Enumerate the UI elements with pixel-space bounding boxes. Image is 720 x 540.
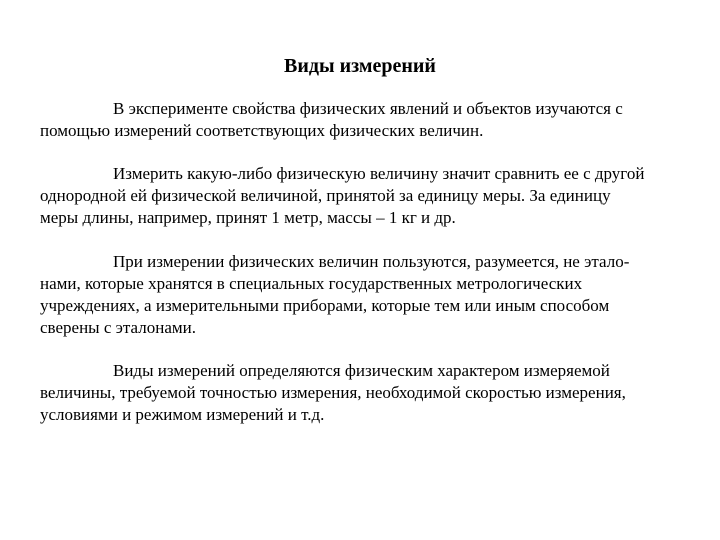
paragraph-line: величины, требуемой точностью измерения, необходимой скоростью измерения, [40,383,626,402]
paragraph-line: Измерить какую-либо физическую величину значит сравнить ее с другой [113,164,645,183]
paragraph-line: меры длины, например, принят 1 метр, массы – 1 кг и др. [40,208,456,227]
document-title: Виды измерений [284,55,436,77]
paragraph-line: помощью измерений соответствующих физических величин. [40,121,484,140]
paragraph-line: Виды измерений определяются физическим характером измеряемой [113,361,610,380]
paragraph-line: сверены с эталонами. [40,318,196,337]
paragraph-4 [40,360,688,426]
paragraph-line: условиями и режимом измерений и т.д. [40,405,325,424]
paragraph-2 [40,163,688,229]
paragraph-1 [40,98,688,142]
paragraph-line: однородной ей физической величиной, принятой за единицу меры. За единицу [40,186,611,205]
paragraph-line: При измерении физических величин пользуются, разумеется, не этало- [113,252,630,271]
paragraph-line: учреждениях, а измерительными приборами, которые тем или иным способом [40,296,610,315]
paragraph-line: В эксперименте свойства физических явлений и объектов изучаются с [113,99,623,118]
paragraph-3 [40,251,688,339]
paragraph-line: нами, которые хранятся в специальных государственных метрологических [40,274,583,293]
